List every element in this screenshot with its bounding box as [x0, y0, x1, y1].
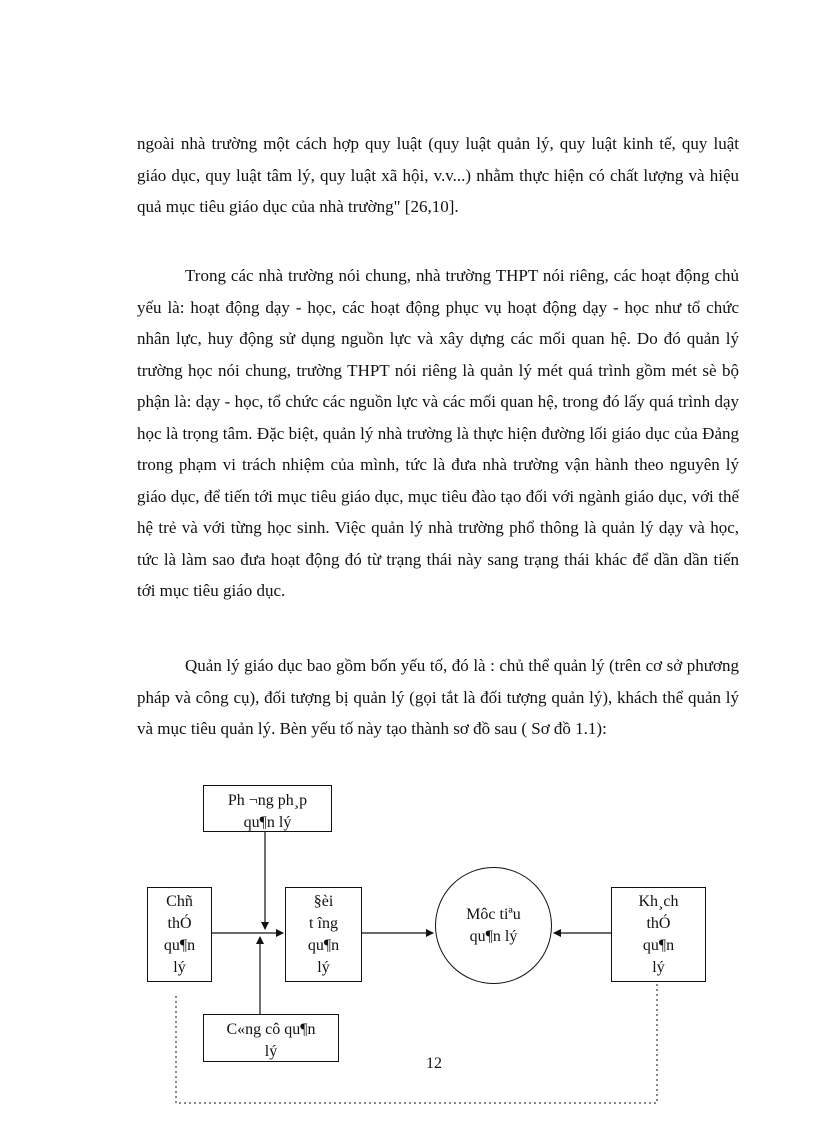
method-box-line1: Ph ¬ng ph¸p	[227, 792, 308, 809]
tool-box-line2: lý	[264, 1043, 278, 1060]
object-box-line4: lý	[317, 958, 330, 976]
subject-box-line2: thÓ	[167, 914, 192, 932]
client-box-line2: thÓ	[646, 914, 671, 932]
object-box-line3: qu¶n	[307, 936, 340, 954]
method-box-line2: qu¶n lý	[243, 814, 292, 831]
paragraph-continuation: ngoài nhà trường một cách hợp quy luật (quy luật quản lý, quy luật kinh tế, quy luật giáo dục, quy luật tâm lý, quy luật xã hội, v.v...) nhằm thực hiện có chất lượng và hiệu quả mục tiêu giáo dục của nhà trường" [26,10].	[137, 134, 739, 216]
client-box-line4: lý	[652, 958, 665, 976]
goal-circle	[435, 867, 552, 984]
object-box	[285, 887, 362, 982]
object-box-line2: t îng	[309, 914, 338, 932]
object-box-line1: §èi	[313, 892, 334, 910]
paragraph-education-elements: Quản lý giáo dục bao gồm bốn yếu tố, đó là : chủ thể quản lý (trên cơ sở phương pháp và công cụ), đối tượng bị quản lý (gọi tắt là đối tượng quản lý), khách thể quản lý và mục tiêu quản lý. Bèn yếu tố này tạo thành sơ đồ sau ( Sơ đồ 1.1):	[137, 656, 739, 738]
client-box-line1: Kh¸ch	[638, 892, 679, 910]
method-box	[203, 785, 332, 832]
page-number: 12	[426, 1055, 442, 1072]
paragraph-school-management: Trong các nhà trường nói chung, nhà trường THPT nói riêng, các hoạt động chủ yếu là: hoạt động dạy - học, các hoạt động phục vụ hoạt động dạy - học như tổ chức nhân lực, huy động sử dụng nguồn lực và xây dựng các mối quan hệ. Do đó quản lý trường học nói chung, trường THPT nói riêng là quản lý mét quá trình gồm mét sè bộ phận là: dạy - học, tổ chức các nguồn lực và các mối quan hệ, trong đó lấy quá trình dạy học là trọng tâm. Đặc biệt, quản lý nhà trường là thực hiện đường lối giáo dục của Đảng trong phạm vi trách nhiệm của mình, tức là đưa nhà trường vận hành theo nguyên lý giáo dục, để tiến tới mục tiêu giáo dục, mục tiêu đào tạo đối với ngành giáo dục, với thế hệ trẻ và với từng học sinh. Việc quản lý nhà trường phổ thông là quản lý dạy và học, tức là làm sao đưa hoạt động đó từ trạng thái này sang trạng thái khác để dần dần tiến tới mục tiêu giáo dục.	[137, 266, 739, 600]
goal-circle-line2: qu¶n lý	[469, 927, 518, 945]
client-box	[611, 887, 706, 982]
subject-box-line4: lý	[173, 958, 186, 976]
tool-box	[203, 1014, 339, 1062]
subject-box-line1: Chñ	[166, 892, 193, 910]
subject-box	[147, 887, 212, 982]
subject-box-line3: qu¶n	[163, 936, 196, 954]
goal-circle-line1: Môc tiªu	[466, 905, 521, 923]
client-box-line3: qu¶n	[642, 936, 675, 954]
tool-box-line1: C«ng cô qu¶n	[226, 1021, 316, 1038]
